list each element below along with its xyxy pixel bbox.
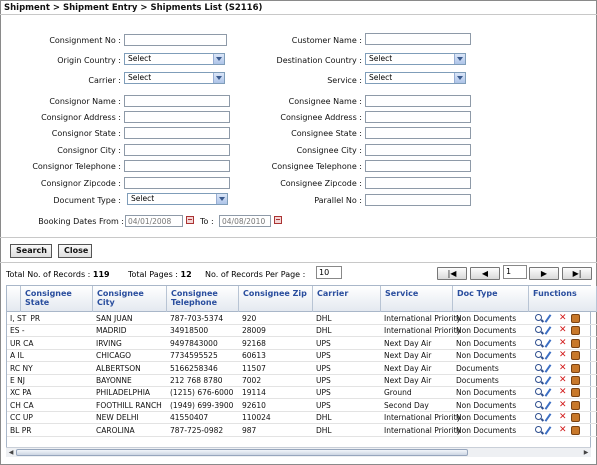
shipment-icon[interactable]	[571, 388, 580, 397]
view-icon[interactable]	[535, 376, 542, 383]
cell-consignee-telephone: (1215) 676-6000	[170, 388, 234, 398]
cell-doc-type: Documents	[456, 363, 499, 373]
consignor-zipcode-input[interactable]	[124, 177, 230, 189]
view-icon[interactable]	[535, 326, 542, 333]
chevron-down-icon	[216, 194, 227, 204]
cell-carrier: UPS	[316, 338, 331, 348]
consignor-city-input[interactable]	[124, 144, 230, 156]
per-page-label: No. of Records Per Page :	[205, 270, 306, 279]
cell-consignee-city: CAROLINA	[96, 425, 135, 435]
booking-dates-to-label: To :	[200, 217, 214, 226]
cell-service: Next Day Air	[384, 351, 432, 361]
chevron-down-icon	[213, 54, 224, 64]
first-page-button[interactable]	[437, 267, 467, 280]
cell-service: Next Day Air	[384, 363, 432, 373]
chevron-down-icon	[454, 54, 465, 64]
total-pages-value: 12	[180, 270, 192, 279]
delete-icon[interactable]: ✕	[559, 325, 567, 336]
cell-consignee-state: XC PA	[10, 388, 32, 398]
consignment-no-label: Consignment No :	[49, 36, 121, 45]
cell-carrier: DHL	[316, 314, 332, 323]
cell-consignee-zip: 60613	[242, 351, 266, 361]
cell-service: International Priority	[384, 413, 461, 423]
consignee-telephone-label: Consignee Telephone :	[271, 162, 362, 171]
page-number-input[interactable]: 1	[503, 265, 527, 279]
chevron-down-icon	[454, 73, 465, 83]
cell-doc-type: Non Documents	[456, 338, 517, 348]
cell-carrier: UPS	[316, 388, 331, 398]
cell-doc-type: Non Documents	[456, 326, 517, 336]
table-row[interactable]	[7, 313, 597, 325]
booking-dates-from-label: Booking Dates From :	[38, 217, 124, 226]
edit-icon[interactable]	[545, 376, 552, 385]
parallel-no-label: Parallel No :	[314, 196, 362, 205]
consignor-city-label: Consignor City :	[57, 146, 121, 155]
scroll-left-icon[interactable]: ◀	[8, 449, 14, 456]
horizontal-scrollbar[interactable]	[6, 447, 591, 457]
delete-icon[interactable]: ✕	[559, 399, 567, 410]
cell-consignee-zip: 7002	[242, 376, 262, 385]
cell-consignee-city: CHICAGO	[96, 351, 132, 361]
grid-header-consignee-zip[interactable]: Consignee Zip	[239, 286, 313, 312]
consignor-state-input[interactable]	[124, 127, 230, 139]
cell-consignee-city: NEW DELHI	[96, 413, 139, 423]
cell-consignee-city: ALBERTSON	[96, 363, 141, 373]
service-select[interactable]	[365, 72, 466, 84]
cell-carrier: DHL	[316, 413, 332, 423]
consignor-state-label: Consignor State :	[51, 129, 121, 138]
cell-carrier: UPS	[316, 363, 331, 373]
delete-icon[interactable]: ✕	[559, 313, 567, 323]
cell-consignee-state: A IL	[10, 351, 24, 361]
cell-consignee-city: IRVING	[96, 338, 122, 348]
total-pages-label: Total Pages :	[128, 270, 178, 279]
cell-consignee-state: ES -	[10, 326, 25, 336]
last-page-button[interactable]	[562, 267, 592, 280]
consignor-address-label: Consignor Address :	[41, 113, 121, 122]
consignor-name-label: Consignor Name :	[49, 97, 121, 106]
breadcrumb: Shipment > Shipment Entry > Shipments List (S2116)	[4, 3, 263, 13]
consignor-telephone-label: Consignor Telephone :	[32, 162, 121, 171]
cell-consignee-telephone: 5166258346	[170, 363, 218, 373]
destination-country-select[interactable]	[365, 53, 466, 65]
cell-consignee-telephone: 7734595525	[170, 351, 218, 361]
consignee-telephone-input[interactable]	[365, 160, 471, 172]
table-row[interactable]	[7, 425, 597, 437]
edit-icon[interactable]	[545, 413, 552, 422]
parallel-no-input[interactable]	[365, 194, 471, 206]
total-records-label: Total No. of Records :	[6, 270, 91, 279]
view-icon[interactable]	[535, 364, 542, 371]
next-page-icon: ▶	[540, 269, 548, 278]
total-records-value: 119	[92, 270, 110, 279]
prev-page-button[interactable]	[470, 267, 500, 280]
delete-icon[interactable]: ✕	[559, 375, 567, 385]
edit-icon[interactable]	[545, 339, 552, 348]
cell-consignee-zip: 28009	[242, 326, 266, 336]
grid-header-service[interactable]: Service	[381, 286, 453, 312]
destination-country-value: Select	[369, 54, 393, 63]
cell-service: International Priority	[384, 314, 461, 323]
edit-icon[interactable]	[545, 351, 552, 360]
view-icon[interactable]	[535, 339, 542, 346]
cell-consignee-state: CC UP	[10, 413, 33, 423]
consignor-telephone-input[interactable]	[124, 160, 230, 172]
cell-doc-type: Non Documents	[456, 413, 517, 423]
consignee-name-input[interactable]	[365, 95, 471, 107]
cell-consignee-state: I, ST PR	[10, 314, 41, 323]
view-icon[interactable]	[535, 314, 542, 321]
customer-name-label: Customer Name :	[291, 36, 362, 45]
cell-service: International Priority	[384, 425, 461, 435]
edit-icon[interactable]	[545, 426, 552, 435]
shipment-icon[interactable]	[571, 339, 580, 348]
cell-service: Ground	[384, 388, 412, 398]
buttons-divider	[0, 262, 597, 263]
cell-carrier: UPS	[316, 376, 331, 385]
edit-icon[interactable]	[545, 389, 552, 398]
consignee-city-label: Consignee City :	[296, 146, 362, 155]
total-records-stat	[6, 270, 110, 279]
cell-consignee-telephone: 212 768 8780	[170, 376, 223, 385]
scrollbar-thumb[interactable]	[16, 449, 468, 456]
carrier-select[interactable]	[124, 72, 225, 84]
cell-consignee-telephone: 787-725-0982	[170, 425, 224, 435]
destination-country-label: Destination Country :	[276, 56, 362, 65]
cell-consignee-city: PHILADELPHIA	[96, 388, 151, 398]
first-page-icon: |◀	[447, 269, 457, 278]
cell-carrier: UPS	[316, 400, 331, 410]
search-button[interactable]: Search	[10, 244, 52, 258]
records-per-page-input[interactable]: 10	[316, 266, 342, 279]
cell-consignee-city: MADRID	[96, 326, 127, 336]
cell-consignee-zip: 19114	[242, 388, 266, 398]
table-row[interactable]	[7, 387, 597, 399]
origin-country-select[interactable]	[124, 53, 225, 65]
delete-icon[interactable]: ✕	[559, 350, 567, 361]
shipment-icon[interactable]	[571, 401, 580, 410]
document-type-value: Select	[131, 194, 155, 203]
next-page-button[interactable]	[529, 267, 559, 280]
cell-consignee-state: BL PR	[10, 425, 32, 435]
table-row[interactable]	[7, 400, 597, 412]
shipment-icon[interactable]	[571, 376, 580, 385]
consignor-name-input[interactable]	[124, 95, 230, 107]
consignee-state-label: Consignee State :	[291, 129, 362, 138]
close-button[interactable]: Close	[58, 244, 92, 258]
table-row[interactable]	[7, 350, 597, 362]
delete-icon[interactable]: ✕	[559, 387, 567, 398]
cell-carrier: DHL	[316, 425, 332, 435]
grid-header-consignee-telephone[interactable]: Consignee Telephone	[167, 286, 239, 312]
shipment-icon[interactable]	[571, 413, 580, 422]
customer-name-input[interactable]	[365, 33, 471, 45]
consignment-no-input[interactable]	[124, 34, 227, 46]
cell-service: Next Day Air	[384, 376, 432, 385]
shipments-grid	[6, 285, 591, 455]
carrier-value: Select	[128, 73, 152, 82]
cell-carrier: UPS	[316, 351, 331, 361]
cell-consignee-state-extra: PR	[30, 314, 41, 323]
delete-icon[interactable]: ✕	[559, 337, 567, 348]
cell-consignee-zip: 987	[242, 425, 257, 435]
grid-header-consignee-city[interactable]: Consignee City	[93, 286, 167, 312]
table-row[interactable]	[7, 338, 597, 350]
cell-consignee-state: CH CA	[10, 400, 34, 410]
header-divider	[0, 14, 597, 15]
document-type-label: Document Type :	[53, 196, 121, 205]
cell-consignee-city: FOOTHILL RANCH	[96, 400, 162, 410]
edit-icon[interactable]	[545, 401, 552, 410]
cell-doc-type: Non Documents	[456, 425, 517, 435]
cell-doc-type: Non Documents	[456, 388, 517, 398]
consignee-address-label: Consignee Address :	[280, 113, 362, 122]
delete-icon[interactable]: ✕	[559, 424, 567, 435]
scroll-right-icon[interactable]: ▶	[583, 449, 589, 456]
cell-doc-type: Non Documents	[456, 400, 517, 410]
shipment-icon[interactable]	[571, 426, 580, 435]
grid-header	[7, 286, 597, 312]
cell-service: Second Day	[384, 400, 429, 410]
cell-consignee-telephone: (1949) 699-3900	[170, 400, 234, 410]
cell-consignee-state: RC NY	[10, 363, 33, 373]
view-icon[interactable]	[535, 351, 542, 358]
consignor-address-input[interactable]	[124, 111, 230, 123]
delete-icon[interactable]: ✕	[559, 412, 567, 423]
table-row[interactable]	[7, 363, 597, 375]
consignee-city-input[interactable]	[365, 144, 471, 156]
consignor-zipcode-label: Consignor Zipcode :	[40, 179, 121, 188]
shipment-icon[interactable]	[571, 314, 580, 323]
edit-icon[interactable]	[545, 314, 552, 323]
consignee-zipcode-label: Consignee Zipcode :	[280, 179, 362, 188]
consignee-state-input[interactable]	[365, 127, 471, 139]
cell-consignee-telephone: 787-703-5374	[170, 314, 224, 323]
booking-date-from-input[interactable]	[125, 215, 183, 227]
form-divider	[0, 237, 597, 238]
consignee-zipcode-input[interactable]	[365, 177, 471, 189]
origin-country-label: Origin Country :	[57, 56, 121, 65]
booking-date-to-input[interactable]	[219, 215, 271, 227]
grid-header-carrier[interactable]: Carrier	[313, 286, 381, 312]
cell-consignee-telephone: 41550407	[170, 413, 209, 423]
service-value: Select	[369, 73, 393, 82]
view-icon[interactable]	[535, 388, 542, 395]
cell-service: International Priority	[384, 326, 461, 336]
chevron-down-icon	[213, 73, 224, 83]
table-row[interactable]	[7, 375, 597, 387]
cell-doc-type: Non Documents	[456, 314, 517, 323]
carrier-label: Carrier :	[88, 76, 121, 85]
cell-consignee-telephone: 9497843000	[170, 338, 218, 348]
document-type-select[interactable]	[127, 193, 228, 205]
table-row[interactable]	[7, 412, 597, 424]
grid-header-functions: Functions	[529, 286, 597, 312]
cell-consignee-zip: 11507	[242, 363, 266, 373]
cell-consignee-zip: 110024	[242, 413, 271, 423]
view-icon[interactable]	[535, 413, 542, 420]
service-label: Service :	[327, 76, 362, 85]
shipment-icon[interactable]	[571, 326, 580, 335]
grid-header-doc-type[interactable]: Doc Type	[453, 286, 529, 312]
edit-icon[interactable]	[545, 327, 552, 336]
last-page-icon: ▶|	[572, 269, 582, 278]
cell-doc-type: Documents	[456, 376, 499, 385]
cell-carrier: DHL	[316, 326, 332, 336]
view-icon[interactable]	[535, 426, 542, 433]
calendar-icon[interactable]	[186, 216, 194, 224]
calendar-icon[interactable]	[274, 216, 282, 224]
cell-doc-type: Non Documents	[456, 351, 517, 361]
view-icon[interactable]	[535, 401, 542, 408]
edit-icon[interactable]	[545, 364, 552, 373]
consignee-name-label: Consignee Name :	[288, 97, 362, 106]
cell-consignee-zip: 920	[242, 314, 257, 323]
delete-icon[interactable]: ✕	[559, 362, 567, 373]
cell-consignee-city: BAYONNE	[96, 376, 132, 385]
cell-consignee-telephone: 34918500	[170, 326, 209, 336]
cell-consignee-state: E NJ	[10, 376, 25, 385]
shipment-icon[interactable]	[571, 364, 580, 373]
origin-country-value: Select	[128, 54, 152, 63]
prev-page-icon: ◀	[481, 269, 489, 278]
shipment-icon[interactable]	[571, 351, 580, 360]
consignee-address-input[interactable]	[365, 111, 471, 123]
cell-consignee-city: SAN JUAN	[96, 314, 133, 323]
cell-service: Next Day Air	[384, 338, 432, 348]
cell-consignee-zip: 92610	[242, 400, 266, 410]
grid-header-col[interactable]	[7, 286, 21, 312]
cell-consignee-state: UR CA	[10, 338, 34, 348]
cell-consignee-zip: 92168	[242, 338, 266, 348]
grid-header-consignee-state[interactable]: Consignee State	[21, 286, 93, 312]
total-pages-stat	[128, 270, 192, 279]
table-row[interactable]	[7, 325, 597, 337]
